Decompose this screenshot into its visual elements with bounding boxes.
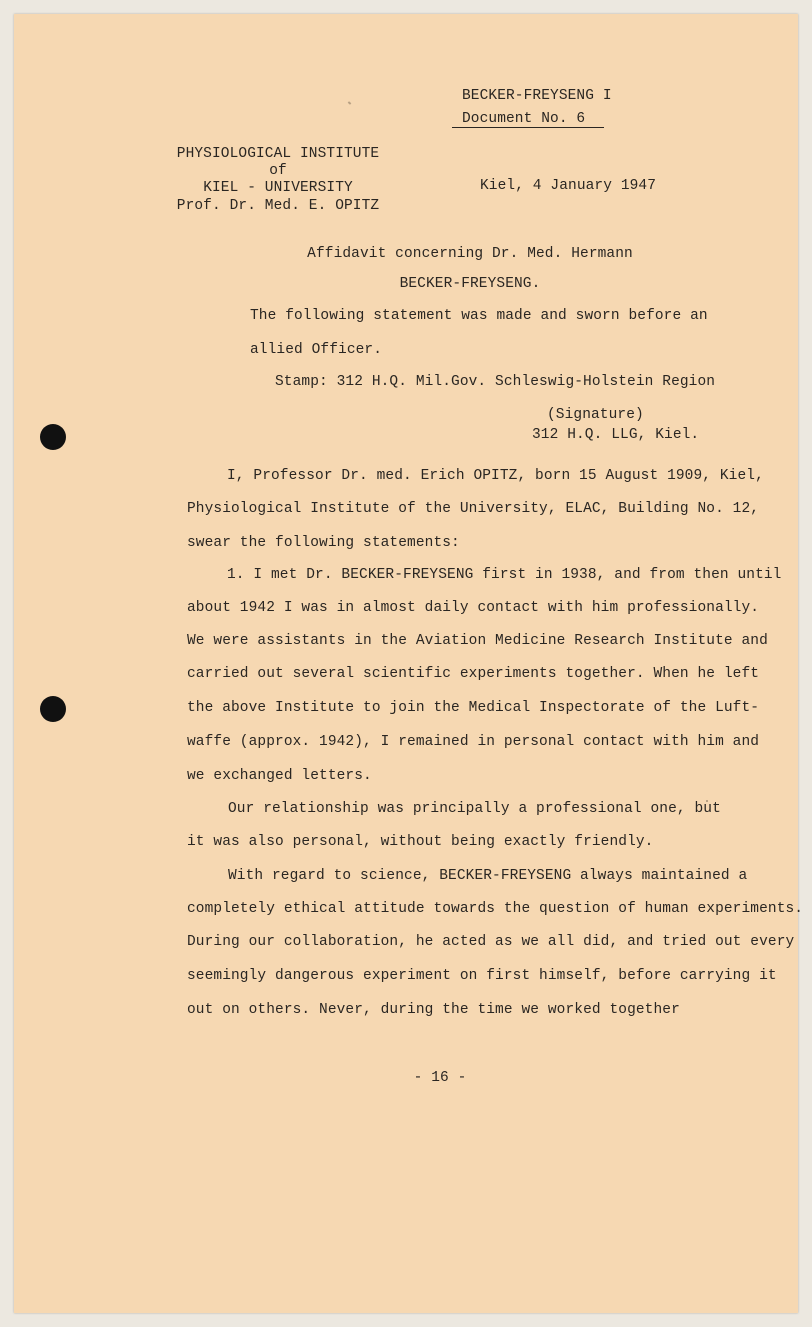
body-p4-line2: completely ethical attitude towards the question of human experiments. (187, 901, 804, 917)
affidavit-title-line1: Affidavit concerning Dr. Med. Hermann (307, 246, 633, 262)
body-p2-line2: about 1942 I was in almost daily contact with him professionally. (187, 600, 760, 616)
date-line: Kiel, 4 January 1947 (480, 178, 657, 194)
body-p4-line4: seemingly dangerous experiment on first himself, before carrying it (187, 968, 777, 984)
body-p2-line4: carried out several scientific experiments together. When he left (187, 666, 760, 682)
body-p2-line3: We were assistants in the Aviation Medicine Research Institute and (187, 633, 768, 649)
body-p2-line6: waffe (approx. 1942), I remained in personal contact with him and (187, 734, 760, 750)
stamp-line: Stamp: 312 H.Q. Mil.Gov. Schleswig-Holstein Region (275, 374, 716, 390)
sender-institute: PHYSIOLOGICAL INSTITUTE (176, 146, 380, 162)
body-p1-line1: I, Professor Dr. med. Erich OPITZ, born 15 August 1909, Kiel, (227, 468, 764, 484)
punch-hole-lower (40, 696, 66, 722)
body-p2-line1: 1. I met Dr. BECKER-FREYSENG first in 1938, and from then until (227, 567, 782, 583)
stamp-signature: (Signature) (547, 407, 644, 423)
body-p3-line1: Our relationship was principally a professional one, but (228, 801, 721, 817)
paper-speck (348, 101, 352, 104)
document-number: Document No. 6 (462, 111, 586, 127)
sender-professor: Prof. Dr. Med. E. OPITZ (176, 198, 380, 214)
case-name: BECKER-FREYSENG I (462, 88, 612, 104)
body-p2-line5: the above Institute to join the Medical Inspectorate of the Luft- (187, 700, 760, 716)
preamble-line1: The following statement was made and sworn before an (250, 308, 708, 324)
body-p4-line1: With regard to science, BECKER-FREYSENG always maintained a (228, 868, 748, 884)
body-p3-line2: it was also personal, without being exactly friendly. (187, 834, 654, 850)
sender-of: of (269, 163, 287, 179)
sender-university: KIEL - UNIVERSITY (203, 180, 353, 196)
body-p4-line5: out on others. Never, during the time we worked together (187, 1002, 680, 1018)
stamp-unit: 312 H.Q. LLG, Kiel. (532, 427, 700, 443)
preamble-line2: allied Officer. (250, 342, 383, 358)
body-p2-line7: we exchanged letters. (187, 768, 372, 784)
document-number-underline (452, 127, 604, 128)
punch-hole-upper (40, 424, 66, 450)
body-p1-line3: swear the following statements: (187, 535, 460, 551)
affidavit-title-line2: BECKER-FREYSENG. (399, 276, 541, 292)
body-p4-line3: During our collaboration, he acted as we all did, and tried out every (187, 934, 795, 950)
body-p1-line2: Physiological Institute of the University, ELAC, Building No. 12, (187, 501, 760, 517)
page-number: - 16 - (413, 1070, 467, 1086)
document-page (14, 14, 798, 1313)
